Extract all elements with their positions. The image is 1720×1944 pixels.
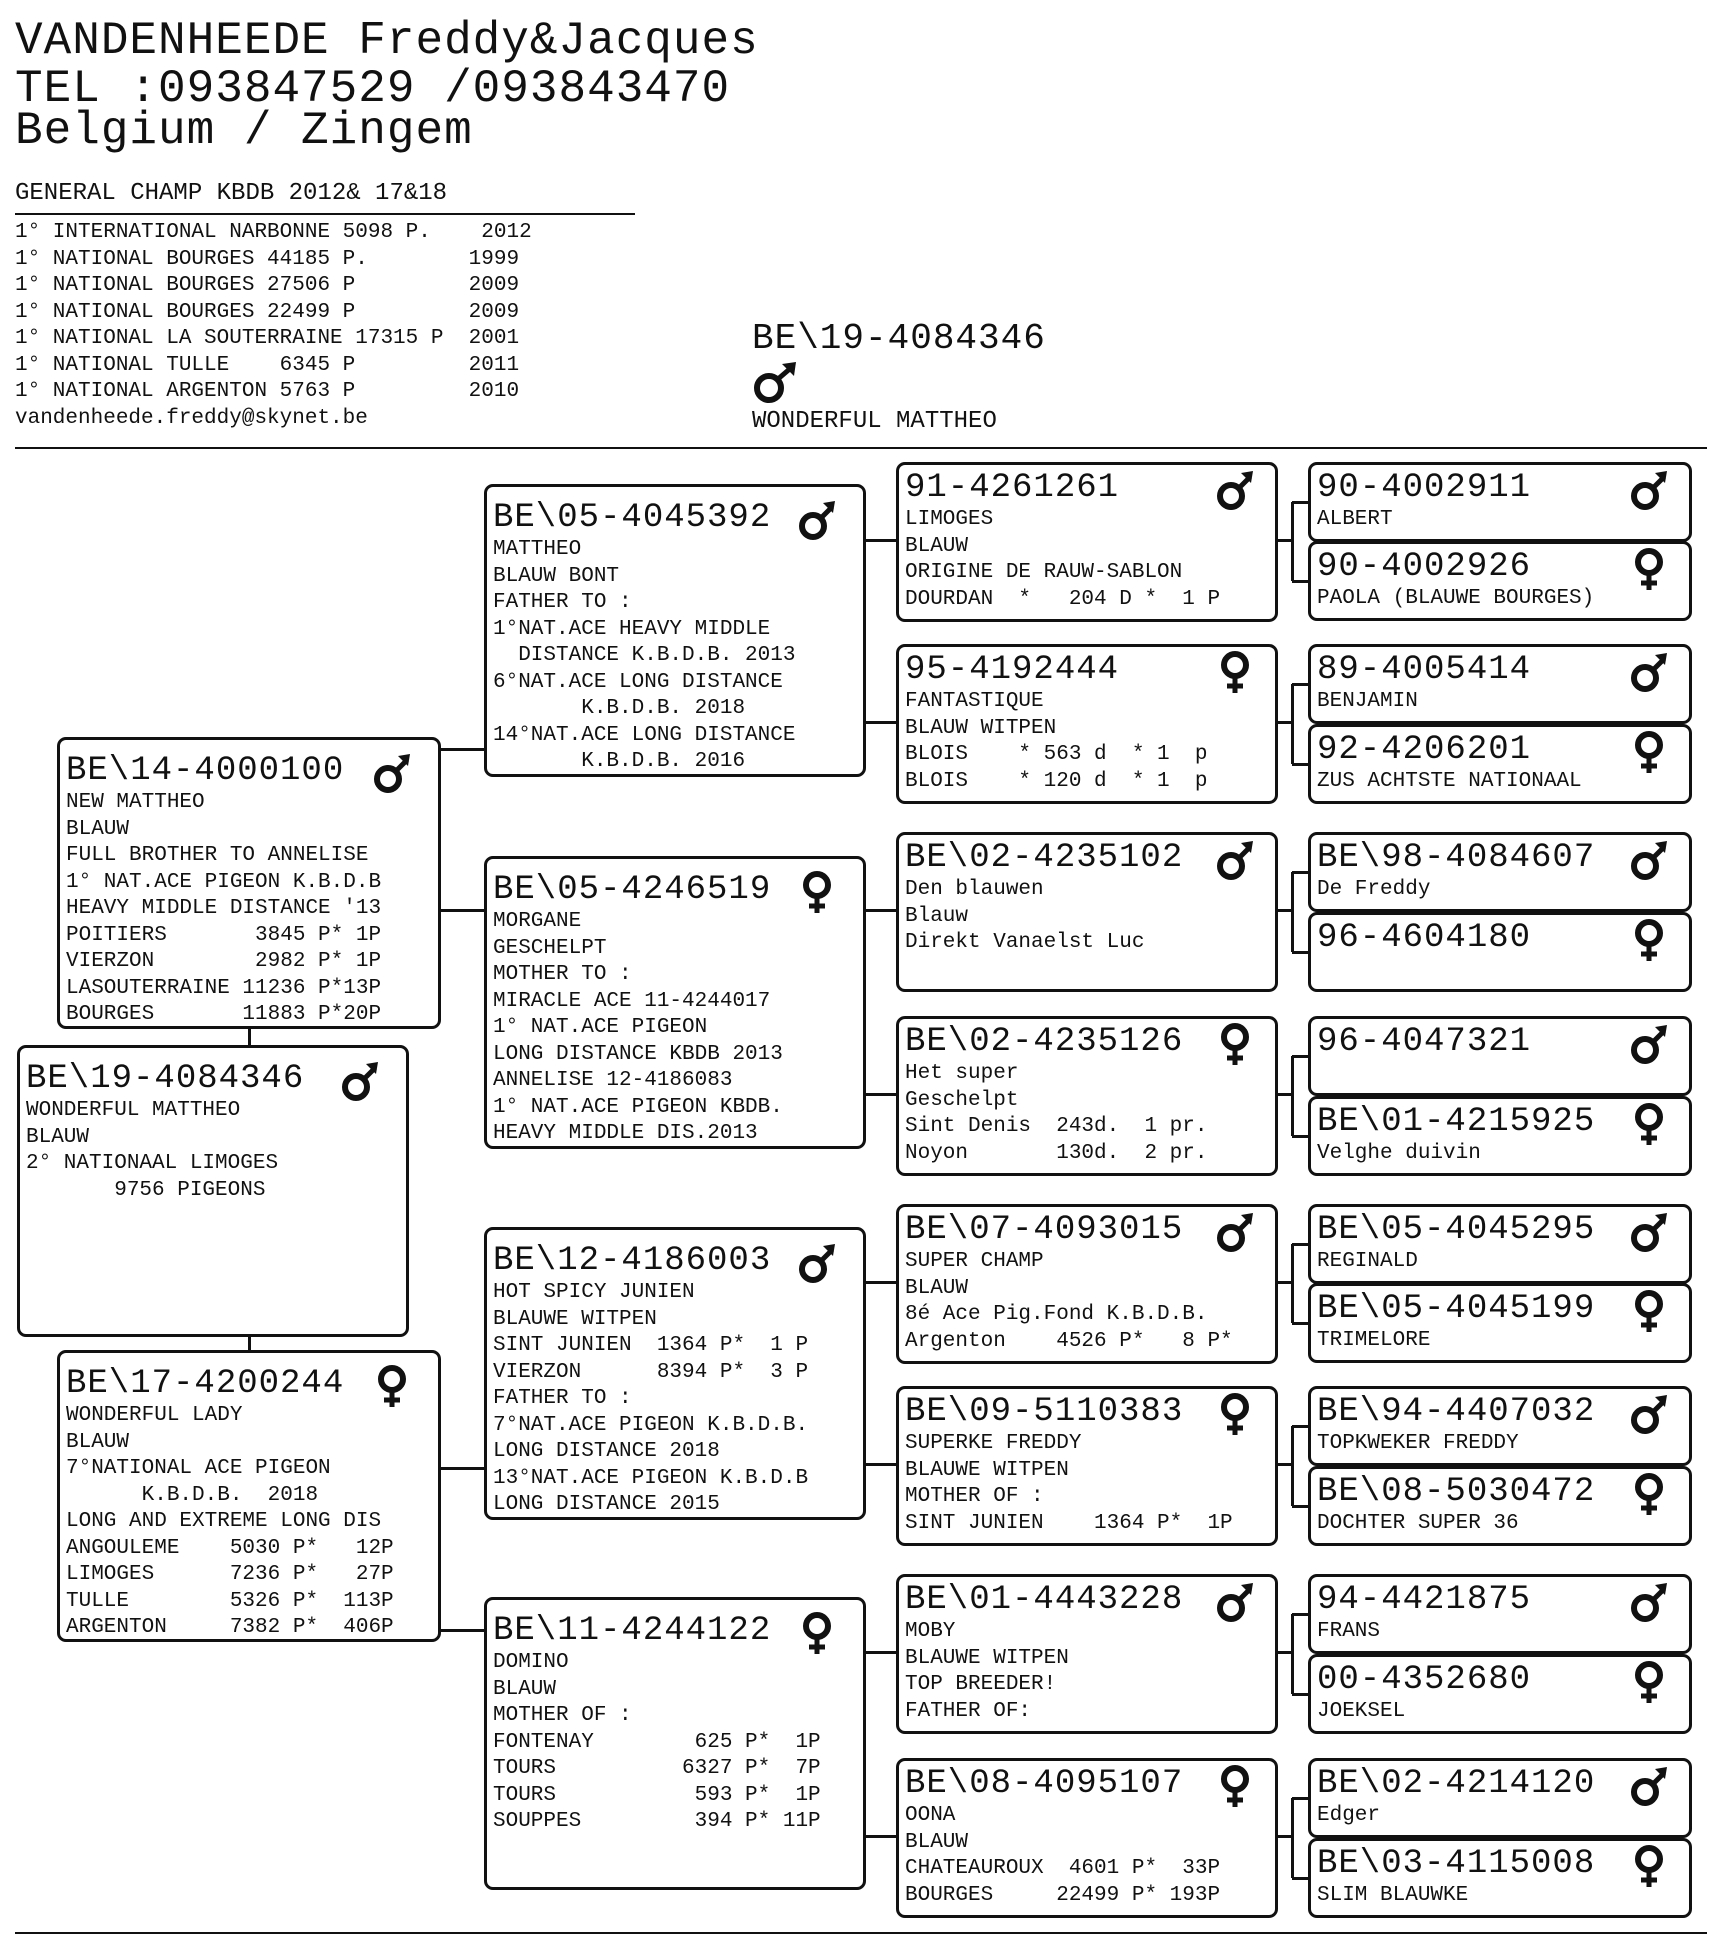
male-symbol-icon <box>1629 1393 1669 1437</box>
pedigree-line: 7°NAT.ACE PIGEON K.B.D.B. <box>493 1413 809 1437</box>
male-symbol-icon <box>1215 1211 1255 1255</box>
pedigree-line: WONDERFUL MATTHEO <box>26 1099 241 1122</box>
pedigree-box-dam <box>57 1350 441 1642</box>
female-symbol-icon <box>1629 1103 1669 1147</box>
male-symbol-icon <box>1215 839 1255 883</box>
pedigree-line: SLIM BLAUWKE <box>1317 1884 1469 1907</box>
pedigree-line: BLAUW <box>905 1830 969 1854</box>
pedigree-line: BLAUWE WITPEN <box>493 1307 657 1331</box>
pedigree-line: FULL BROTHER TO ANNELISE <box>66 844 369 867</box>
pedigree-line: 13°NAT.ACE PIGEON K.B.D.B <box>493 1466 809 1490</box>
pedigree-line: BLOIS * 120 d * 1 p <box>905 769 1208 793</box>
pedigree-line: TULLE 5326 P* 113P <box>66 1589 394 1613</box>
pedigree-box-g9 <box>1308 1204 1692 1284</box>
pedigree-line: Het super <box>905 1062 1019 1085</box>
pedigree-line: SINT JUNIEN 1364 P* 1P <box>905 1511 1233 1535</box>
pedigree-box-g12 <box>1308 1466 1692 1546</box>
pedigree-line: Blauw <box>905 904 969 928</box>
pedigree-line: TOP BREEDER! <box>905 1673 1057 1696</box>
ring-number: 96-4047321 <box>1317 1023 1532 1061</box>
connector-line <box>866 1835 898 1838</box>
pedigree-box-g6 <box>1308 912 1692 992</box>
pedigree-line: BLAUW <box>66 817 130 841</box>
results-list <box>15 220 532 432</box>
connector-line <box>1278 1463 1292 1466</box>
pedigree-line: FATHER OF: <box>905 1699 1032 1723</box>
pedigree-box-dd <box>484 1597 866 1890</box>
pedigree-line: ANGOULEME 5030 P* 12P <box>66 1536 394 1560</box>
ring-number: 92-4206201 <box>1317 731 1532 769</box>
pedigree-box-sdd <box>896 1016 1278 1176</box>
pedigree-line: ANNELISE 12-4186083 <box>493 1069 733 1092</box>
ring-number: BE\19-4084346 <box>26 1060 305 1098</box>
ring-number: BE\02-4235126 <box>905 1023 1184 1061</box>
pedigree-line: MOTHER OF : <box>905 1485 1044 1508</box>
pedigree-line: HOT SPICY JUNIEN <box>493 1281 695 1304</box>
male-symbol-icon <box>1629 839 1669 883</box>
ring-number: BE\94-4407032 <box>1317 1393 1596 1431</box>
pedigree-line: BLAUW <box>26 1125 90 1149</box>
pedigree-box-g5 <box>1308 832 1692 912</box>
ring-number: 00-4352680 <box>1317 1661 1532 1699</box>
pedigree-line: FATHER TO : <box>493 1387 632 1410</box>
ring-number: 90-4002911 <box>1317 469 1532 507</box>
pedigree-box-sire <box>57 737 441 1029</box>
ring-number: BE\14-4000100 <box>66 752 345 790</box>
pedigree-line: NEW MATTHEO <box>66 791 205 814</box>
female-symbol-icon <box>1215 1023 1255 1067</box>
result-line: 1° NATIONAL BOURGES 22499 P 2009 <box>15 300 520 324</box>
pedigree-line: DOCHTER SUPER 36 <box>1317 1512 1519 1535</box>
pedigree-line: TOPKWEKER FREDDY <box>1317 1432 1519 1455</box>
pedigree-line: DISTANCE K.B.D.B. 2013 <box>493 644 796 667</box>
pedigree-box-sss <box>896 462 1278 622</box>
pedigree-line: 1°NAT.ACE HEAVY MIDDLE <box>493 617 771 641</box>
pedigree-line: BENJAMIN <box>1317 690 1418 713</box>
connector-line <box>1291 1614 1294 1694</box>
pedigree-line: 1° NAT.ACE PIGEON KBDB. <box>493 1095 783 1119</box>
pedigree-line: BLAUW <box>905 1276 969 1300</box>
pedigree-line: 8é Ace Pig.Fond K.B.D.B. <box>905 1303 1208 1326</box>
pedigree-line: DOMINO <box>493 1651 569 1674</box>
pedigree-line: BLAUW BONT <box>493 564 620 588</box>
pedigree-line: WONDERFUL LADY <box>66 1404 243 1427</box>
pedigree-line: Argenton 4526 P* 8 P* <box>905 1329 1233 1353</box>
pedigree-line: BLAUW <box>493 1677 557 1701</box>
ring-number: BE\08-4095107 <box>905 1765 1184 1803</box>
ring-number: BE\09-5110383 <box>905 1393 1184 1431</box>
pedigree-line: SUPER CHAMP <box>905 1250 1044 1273</box>
pedigree-line: HEAVY MIDDLE DISTANCE '13 <box>66 897 382 920</box>
ring-number: BE\05-4246519 <box>493 871 772 909</box>
male-symbol-icon <box>1215 1581 1255 1625</box>
pedigree-line: 2° NATIONAAL LIMOGES <box>26 1152 279 1175</box>
connector-line <box>1291 502 1294 581</box>
female-symbol-icon <box>1215 1765 1255 1809</box>
ring-number: 91-4261261 <box>905 469 1120 507</box>
pedigree-line: 6°NAT.ACE LONG DISTANCE <box>493 670 783 694</box>
connector-line <box>1278 1093 1292 1096</box>
pedigree-line: Noyon 130d. 2 pr. <box>905 1141 1208 1165</box>
pedigree-line: Geschelpt <box>905 1088 1019 1112</box>
ring-number: BE\98-4084607 <box>1317 839 1596 877</box>
top-divider <box>15 447 1707 449</box>
pedigree-box-ddd <box>896 1758 1278 1918</box>
pedigree-line: DOURDAN * 204 D * 1 P <box>905 587 1221 611</box>
result-line: 1° NATIONAL LA SOUTERRAINE 17315 P 2001 <box>15 327 520 350</box>
pedigree-box-dds <box>896 1574 1278 1734</box>
pedigree-line: VIERZON 8394 P* 3 P <box>493 1360 809 1384</box>
ring-number: BE\11-4244122 <box>493 1612 772 1650</box>
pedigree-box-g1 <box>1308 462 1692 542</box>
pedigree-line: 14°NAT.ACE LONG DISTANCE <box>493 723 796 747</box>
pedigree-line: 1° NAT.ACE PIGEON <box>493 1016 708 1039</box>
connector-line <box>1291 1426 1294 1506</box>
ring-number: 96-4604180 <box>1317 919 1532 957</box>
email-link[interactable]: vandenheede.freddy@skynet.be <box>15 406 368 430</box>
subject-ring: BE\19-4084346 <box>752 318 1046 359</box>
pedigree-line: BLAUWE WITPEN <box>905 1646 1069 1670</box>
pedigree-line: ORIGINE DE RAUW-SABLON <box>905 561 1183 584</box>
pedigree-line: De Freddy <box>1317 878 1431 901</box>
champion-title: GENERAL CHAMP KBDB 2012& 17&18 <box>15 180 448 207</box>
female-symbol-icon <box>797 1612 837 1656</box>
pedigree-line: Den blauwen <box>905 878 1044 901</box>
male-symbol-icon <box>1629 651 1669 695</box>
ring-number: 89-4005414 <box>1317 651 1532 689</box>
pedigree-line: BOURGES 22499 P* 193P <box>905 1883 1221 1907</box>
male-symbol-icon <box>340 1060 380 1104</box>
ring-number: BE\01-4443228 <box>905 1581 1184 1619</box>
pedigree-line: MIRACLE ACE 11-4244017 <box>493 989 771 1013</box>
champion-underline <box>15 213 635 215</box>
ring-number: BE\02-4235102 <box>905 839 1184 877</box>
pedigree-line: FONTENAY 625 P* 1P <box>493 1730 821 1754</box>
pedigree-line: LASOUTERRAINE 11236 P*13P <box>66 976 382 1000</box>
pedigree-box-g4 <box>1308 724 1692 804</box>
result-line: 1° NATIONAL BOURGES 44185 P. 1999 <box>15 247 520 271</box>
ring-number: 94-4421875 <box>1317 1581 1532 1619</box>
pedigree-line: K.B.D.B. 2018 <box>493 697 746 720</box>
result-line: 1° INTERNATIONAL NARBONNE 5098 P. 2012 <box>15 221 532 244</box>
pedigree-line: LONG DISTANCE 2015 <box>493 1493 720 1516</box>
ring-number: BE\05-4045295 <box>1317 1211 1596 1249</box>
connector-line <box>866 1281 898 1284</box>
pedigree-line: BOURGES 11883 P*20P <box>66 1003 382 1026</box>
breeder-name: VANDENHEEDE Freddy&Jacques <box>15 15 759 67</box>
female-symbol-icon <box>1215 1393 1255 1437</box>
pedigree-box-main <box>17 1045 409 1337</box>
ring-number: BE\17-4200244 <box>66 1365 345 1403</box>
connector-line <box>248 1027 251 1047</box>
pedigree-box-sd <box>484 856 866 1149</box>
female-symbol-icon <box>1629 731 1669 775</box>
connector-line <box>441 1467 486 1470</box>
pedigree-box-g10 <box>1308 1283 1692 1363</box>
ring-number: BE\08-5030472 <box>1317 1473 1596 1511</box>
pedigree-box-g3 <box>1308 644 1692 724</box>
connector-line <box>866 909 898 912</box>
pedigree-line: MATTHEO <box>493 538 582 561</box>
connector-line <box>1291 1056 1294 1136</box>
connector-line <box>1291 872 1294 952</box>
result-line: 1° NATIONAL TULLE 6345 P 2011 <box>15 353 520 377</box>
pedigree-line: ALBERT <box>1317 508 1393 531</box>
pedigree-box-g11 <box>1308 1386 1692 1466</box>
male-symbol-icon <box>1215 469 1255 513</box>
female-symbol-icon <box>1629 1290 1669 1334</box>
male-symbol-icon <box>1629 1023 1669 1067</box>
pedigree-line: 7°NATIONAL ACE PIGEON <box>66 1457 331 1480</box>
pedigree-line: JOEKSEL <box>1317 1700 1406 1723</box>
pedigree-line: K.B.D.B. 2018 <box>66 1483 319 1507</box>
connector-line <box>866 721 898 724</box>
breeder-phone: TEL :093847529 /093843470 <box>15 63 731 115</box>
ring-number: BE\12-4186003 <box>493 1242 772 1280</box>
pedigree-line: LONG DISTANCE KBDB 2013 <box>493 1042 783 1066</box>
pedigree-line: LIMOGES <box>905 508 994 531</box>
pedigree-line: BLAUW <box>905 534 969 558</box>
pedigree-box-sds <box>896 832 1278 992</box>
pedigree-line: SINT JUNIEN 1364 P* 1 P <box>493 1334 809 1357</box>
pedigree-line: MOTHER OF : <box>493 1704 632 1727</box>
pedigree-line: POITIERS 3845 P* 1P <box>66 923 382 947</box>
ring-number: BE\05-4045392 <box>493 499 772 537</box>
result-line: 1° NATIONAL BOURGES 27506 P 2009 <box>15 274 520 297</box>
male-symbol-icon <box>1629 1765 1669 1809</box>
connector-line <box>1278 909 1292 912</box>
pedigree-line: BLOIS * 563 d * 1 p <box>905 743 1208 766</box>
male-symbol-icon <box>752 362 798 404</box>
connector-line <box>1291 1798 1294 1878</box>
pedigree-line: 1° NAT.ACE PIGEON K.B.D.B <box>66 870 382 894</box>
connector-line <box>1278 721 1292 724</box>
pedigree-line: Edger <box>1317 1804 1381 1827</box>
pedigree-box-g8 <box>1308 1096 1692 1176</box>
breeder-location: Belgium / Zingem <box>15 105 473 157</box>
pedigree-line: Direkt Vanaelst Luc <box>905 931 1145 954</box>
pedigree-line: LONG AND EXTREME LONG DIS <box>66 1510 382 1533</box>
pedigree-line: OONA <box>905 1804 956 1827</box>
pedigree-line: MOBY <box>905 1620 956 1643</box>
male-symbol-icon <box>1629 1211 1669 1255</box>
pedigree-line: HEAVY MIDDLE DIS.2013 <box>493 1122 758 1145</box>
ring-number: BE\05-4045199 <box>1317 1290 1596 1328</box>
pedigree-box-g16 <box>1308 1838 1692 1918</box>
female-symbol-icon <box>1629 1845 1669 1889</box>
pedigree-line: BLAUWE WITPEN <box>905 1458 1069 1482</box>
connector-line <box>1278 1281 1292 1284</box>
ring-number: BE\02-4214120 <box>1317 1765 1596 1803</box>
connector-line <box>1278 539 1292 542</box>
pedigree-box-g15 <box>1308 1758 1692 1838</box>
female-symbol-icon <box>1629 1661 1669 1705</box>
pedigree-line: K.B.D.B. 2016 <box>493 750 746 773</box>
pedigree-box-dss <box>896 1204 1278 1364</box>
connector-line <box>441 748 486 751</box>
pedigree-line: TOURS 593 P* 1P <box>493 1783 821 1807</box>
connector-line <box>441 1629 486 1632</box>
pedigree-line: MOTHER TO : <box>493 963 632 986</box>
pedigree-line: Sint Denis 243d. 1 pr. <box>905 1115 1208 1138</box>
pedigree-line: FANTASTIQUE <box>905 690 1044 713</box>
pedigree-line: ARGENTON 7382 P* 406P <box>66 1616 394 1639</box>
pedigree-line: VIERZON 2982 P* 1P <box>66 950 382 973</box>
pedigree-box-dsd <box>896 1386 1278 1546</box>
male-symbol-icon <box>1629 469 1669 513</box>
connector-line <box>866 1651 898 1654</box>
pedigree-box-ssd <box>896 644 1278 804</box>
ring-number: BE\07-4093015 <box>905 1211 1184 1249</box>
pedigree-line: TOURS 6327 P* 7P <box>493 1757 821 1780</box>
pedigree-box-g14 <box>1308 1654 1692 1734</box>
male-symbol-icon <box>797 1242 837 1286</box>
pedigree-line: TRIMELORE <box>1317 1329 1431 1352</box>
pedigree-line: 9756 PIGEONS <box>26 1178 266 1202</box>
pedigree-line: SOUPPES 394 P* 11P <box>493 1810 821 1833</box>
connector-line <box>1291 684 1294 764</box>
connector-line <box>1278 1835 1292 1838</box>
pedigree-line: SUPERKE FREDDY <box>905 1432 1082 1455</box>
female-symbol-icon <box>372 1365 412 1409</box>
connector-line <box>866 1463 898 1466</box>
ring-number: 90-4002926 <box>1317 548 1532 586</box>
male-symbol-icon <box>797 499 837 543</box>
pedigree-line: PAOLA (BLAUWE BOURGES) <box>1317 587 1595 610</box>
pedigree-box-g13 <box>1308 1574 1692 1654</box>
pedigree-line: REGINALD <box>1317 1250 1418 1273</box>
pedigree-box-ds <box>484 1227 866 1520</box>
female-symbol-icon <box>1629 1473 1669 1517</box>
male-symbol-icon <box>372 752 412 796</box>
female-symbol-icon <box>1215 651 1255 695</box>
bottom-divider <box>15 1932 1707 1934</box>
pedigree-line: MORGANE <box>493 910 582 933</box>
pedigree-line: LONG DISTANCE 2018 <box>493 1440 720 1463</box>
pedigree-line: GESCHELPT <box>493 936 607 960</box>
pedigree-line: FATHER TO : <box>493 591 632 614</box>
connector-line <box>866 1093 898 1096</box>
pedigree-box-g2 <box>1308 541 1692 621</box>
ring-number: BE\03-4115008 <box>1317 1845 1596 1883</box>
pedigree-line: FRANS <box>1317 1620 1381 1643</box>
connector-line <box>1291 1244 1294 1323</box>
pedigree-line: CHATEAUROUX 4601 P* 33P <box>905 1857 1221 1880</box>
ring-number: 95-4192444 <box>905 651 1120 689</box>
pedigree-line: BLAUW WITPEN <box>905 716 1057 740</box>
female-symbol-icon <box>1629 919 1669 963</box>
pedigree-box-g7 <box>1308 1016 1692 1096</box>
pedigree-line: LIMOGES 7236 P* 27P <box>66 1563 394 1586</box>
connector-line <box>866 539 898 542</box>
male-symbol-icon <box>1629 1581 1669 1625</box>
ring-number: BE\01-4215925 <box>1317 1103 1596 1141</box>
pedigree-line: Velghe duivin <box>1317 1142 1481 1165</box>
pedigree-line: BLAUW <box>66 1430 130 1454</box>
connector-line <box>441 909 486 912</box>
subject-name: WONDERFUL MATTHEO <box>752 408 997 435</box>
female-symbol-icon <box>797 871 837 915</box>
pedigree-line: ZUS ACHTSTE NATIONAAL <box>1317 770 1582 793</box>
female-symbol-icon <box>1629 548 1669 592</box>
result-line: 1° NATIONAL ARGENTON 5763 P 2010 <box>15 380 520 403</box>
pedigree-box-ss <box>484 484 866 777</box>
connector-line <box>1278 1651 1292 1654</box>
